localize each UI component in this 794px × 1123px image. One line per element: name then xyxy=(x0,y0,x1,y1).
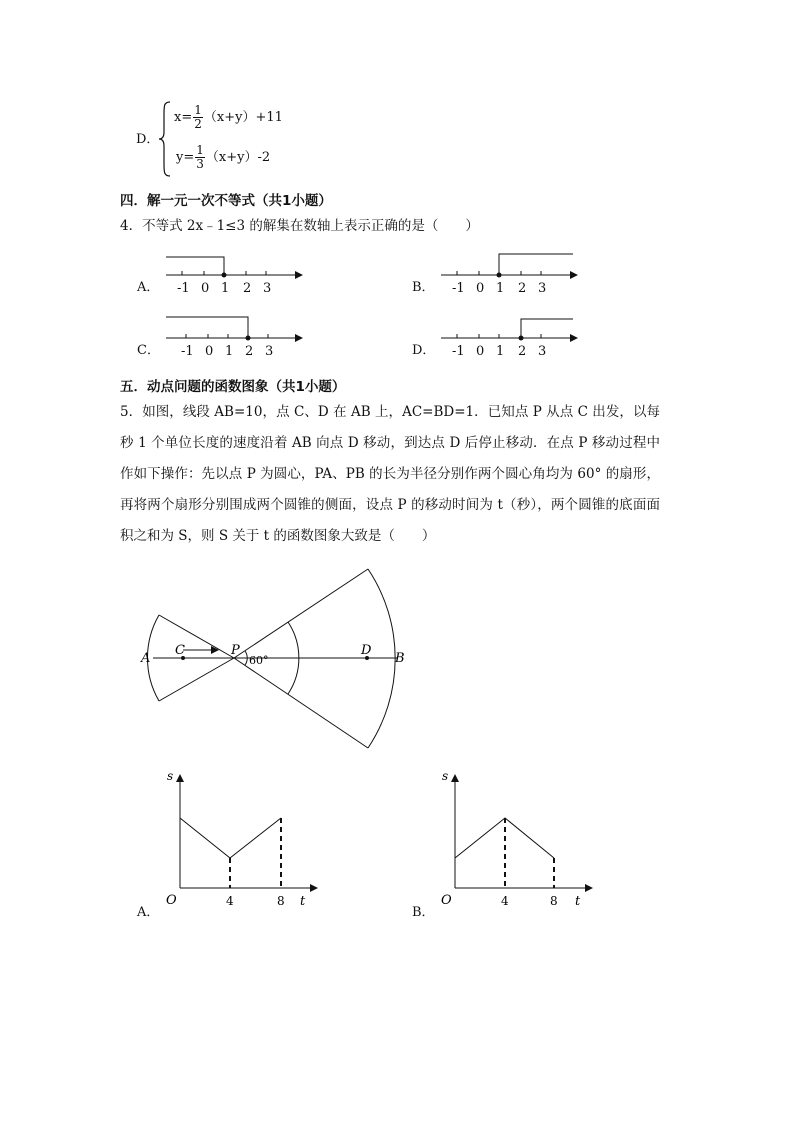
section-5-title: 五．动点问题的函数图象（共1小题） xyxy=(120,379,346,395)
tick-label: 0 xyxy=(205,344,214,359)
tick-label: 2 xyxy=(243,281,252,296)
tick-label: 3 xyxy=(538,344,547,359)
q5-graph-a-label: A． xyxy=(137,905,160,920)
graph-b-xlabel: t xyxy=(575,894,581,909)
graph-a-origin: O xyxy=(166,893,177,908)
label-c: C xyxy=(175,643,185,658)
label-a: A xyxy=(141,651,151,666)
eq2-numerator: 1 xyxy=(196,143,204,157)
q5-graph-a xyxy=(135,768,325,923)
tick-label: 1 xyxy=(225,344,234,359)
q4-option-a-label: A． xyxy=(137,280,160,295)
q4-option-c-label: C． xyxy=(137,343,160,358)
tick-label: -1 xyxy=(452,281,465,296)
tick-label: -1 xyxy=(181,344,194,359)
graph-b-plot xyxy=(435,768,600,918)
q4-option-d-label: D． xyxy=(412,343,436,358)
tick-label: 2 xyxy=(518,344,527,359)
q4-option-b xyxy=(410,248,580,298)
graph-a-ylabel: s xyxy=(167,769,174,783)
graph-b-ylabel: s xyxy=(442,769,449,783)
eq2-rest: （x+y）-2 xyxy=(205,150,271,165)
tick-label: 0 xyxy=(476,281,485,296)
eq1-lhs: x= xyxy=(174,110,193,125)
graph-b-origin: O xyxy=(441,893,452,908)
eq2-fraction xyxy=(195,144,205,171)
tick-label: -1 xyxy=(452,344,465,359)
graph-b-xtick-8: 8 xyxy=(550,894,558,908)
tick-label: -1 xyxy=(177,281,190,296)
eq2-lhs: y= xyxy=(176,150,195,165)
tick-label: 3 xyxy=(265,344,274,359)
eq1-denominator: 2 xyxy=(194,117,202,131)
equation-2 xyxy=(176,144,270,171)
tick-label: 3 xyxy=(538,281,547,296)
q5-graph-b-label: B． xyxy=(412,905,435,920)
q4-option-d xyxy=(410,311,580,361)
q4-option-b-label: B． xyxy=(412,280,435,295)
option-d-block xyxy=(130,100,330,180)
q4-option-a xyxy=(135,248,305,298)
equation-1 xyxy=(174,104,283,131)
tick-label: 2 xyxy=(518,281,527,296)
q4-option-c xyxy=(135,311,305,361)
tick-label: 0 xyxy=(476,344,485,359)
tick-label: 1 xyxy=(496,344,505,359)
graph-a-xtick-4: 4 xyxy=(226,894,234,908)
eq1-fraction xyxy=(193,104,203,131)
q4-stem: 4．不等式 2x﹣1≤3 的解集在数轴上表示正确的是（ ） xyxy=(120,218,479,234)
q5-stem: 5．如图，线段 AB=10，点 C、D 在 AB 上，AC=BD=1．已知点 P 从点 C 出发，以每秒 1 个单位长度的速度沿着 AB 向点 D 移动，到达点 D 后停止移动．在点 P 移动过程中作如下操作：先以点 P 为圆心，PA、PB 的长为半径分别作两个圆心角均为 60° 的扇形，再将两个扇形分别围成两个圆锥的侧面，设点 P 的移动时间为 t（秒），两个圆锥的底面面积之和为 S，则 S 关于 t 的函数图象大致是（ ） xyxy=(120,404,660,544)
tick-label: 3 xyxy=(263,281,272,296)
eq1-numerator: 1 xyxy=(194,103,202,117)
eq1-rest: （x+y）+11 xyxy=(203,110,283,125)
label-angle: 60° xyxy=(249,654,269,667)
tick-label: 2 xyxy=(245,344,254,359)
eq2-denominator: 3 xyxy=(196,157,204,171)
q5-graph-b xyxy=(410,768,600,923)
graph-a-xlabel: t xyxy=(300,894,306,909)
graph-a-plot xyxy=(160,768,325,918)
tick-label: 1 xyxy=(496,281,505,296)
tick-label: 0 xyxy=(201,281,210,296)
section-4-title: 四．解一元一次不等式（共1小题） xyxy=(120,193,332,209)
label-p: P xyxy=(231,643,240,658)
label-d: D xyxy=(361,643,372,658)
left-brace-icon xyxy=(158,100,172,178)
graph-b-xtick-4: 4 xyxy=(501,894,509,908)
graph-a-xtick-8: 8 xyxy=(277,894,285,908)
sector-figure xyxy=(135,560,425,755)
option-d-label: D． xyxy=(136,132,160,147)
tick-label: 1 xyxy=(221,281,230,296)
label-b: B xyxy=(395,651,405,666)
